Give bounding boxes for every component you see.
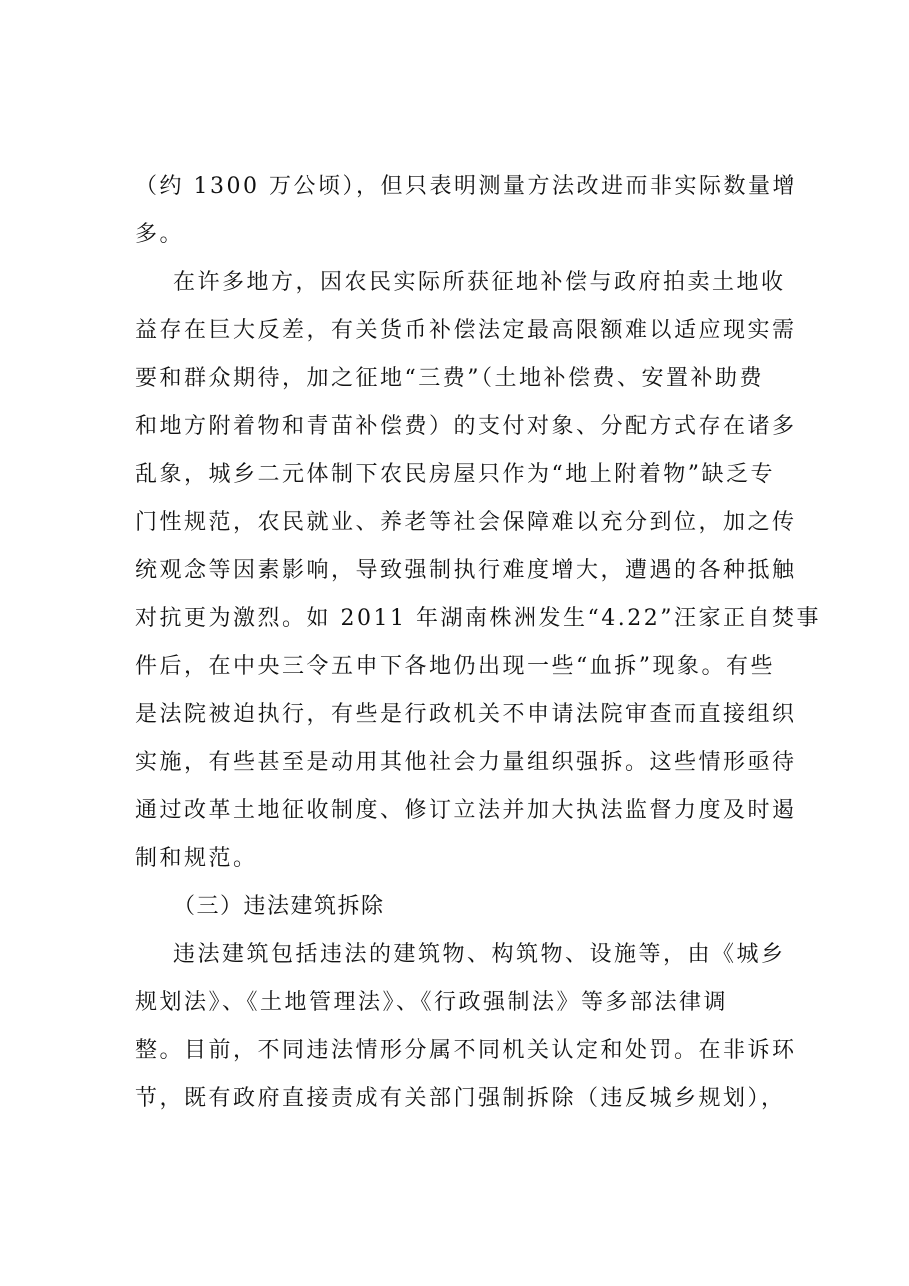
section-heading: （三）违法建筑拆除 <box>173 894 385 919</box>
paragraph-line: 规划法》、《土地管理法》、《行政强制法》等多部法律调 <box>135 990 729 1015</box>
paragraph-line: 统观念等因素影响，导致强制执行难度增大，遭遇的各种抵触 <box>135 558 797 583</box>
paragraph-line: 实施，有些甚至是动用其他社会力量组织强拆。这些情形亟待 <box>135 750 797 775</box>
paragraph-line: 在许多地方，因农民实际所获征地补偿与政府拍卖土地收 <box>173 270 786 295</box>
paragraph-line: 益存在巨大反差，有关货币补偿法定最高限额难以适应现实需 <box>135 318 797 343</box>
paragraph-line: 整。目前，不同违法情形分属不同机关认定和处罚。在非诉环 <box>135 1038 797 1063</box>
paragraph-line: （约 1300 万公顷），但只表明测量方法改进而非实际数量增 <box>135 174 797 199</box>
paragraph-line: 件后，在中央三令五申下各地仍出现一些“血拆”现象。有些 <box>135 654 775 679</box>
paragraph-line: 门性规范，农民就业、养老等社会保障难以充分到位，加之传 <box>135 510 797 535</box>
paragraph-line: 乱象，城乡二元体制下农民房屋只作为“地上附着物”缺乏专 <box>135 462 775 487</box>
paragraph-line: 多。 <box>135 222 185 247</box>
paragraph-line: 违法建筑包括违法的建筑物、构筑物、设施等，由《城乡 <box>173 942 786 967</box>
paragraph-line: 节，既有政府直接责成有关部门强制拆除（违反城乡规划）， <box>135 1086 786 1111</box>
paragraph-line: 通过改革土地征收制度、修订立法并加大执法监督力度及时遏 <box>135 798 797 823</box>
paragraph-line: 和地方附着物和青苗补偿费）的支付对象、分配方式存在诸多 <box>135 414 797 439</box>
paragraph-line: 是法院被迫执行，有些是行政机关不申请法院审查而直接组织 <box>135 702 797 727</box>
paragraph-line: 制和规范。 <box>135 846 258 871</box>
paragraph-line: 对抗更为激烈。如 2011 年湖南株洲发生“4.22”汪家正自焚事 <box>135 606 821 631</box>
paragraph-line: 要和群众期待，加之征地“三费”（土地补偿费、安置补助费 <box>135 366 764 391</box>
